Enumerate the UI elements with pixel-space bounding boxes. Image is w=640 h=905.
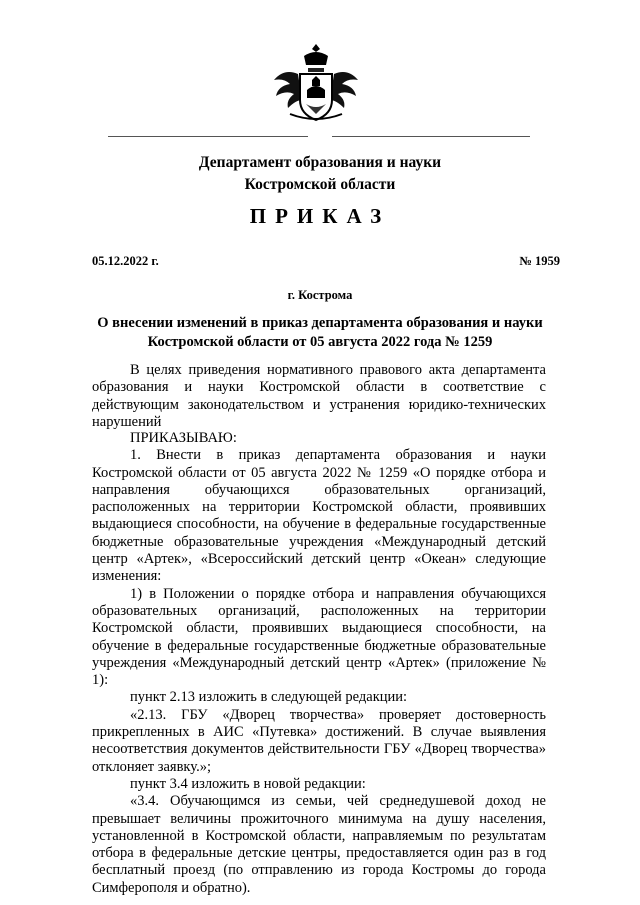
item-1-1: 1) в Положении о порядке отбора и направления обучающихся образовательных организаций, расположенных на территории Костромской области, проявивших выдающиеся способности, на обучение в федеральные государственные бюджетные образовательные учреждения «Международный детский центр «Артек» (приложение № 1): [92,585,546,689]
department-name-line1: Департамент образования и науки [198,154,442,171]
header-divider-left [108,136,308,137]
header-divider-right [332,136,530,137]
point-2-13-text: «2.13. ГБУ «Дворец творчества» проверяет достоверность прикрепленных в АИС «Путевка» достижений. В случае выявления несоответствия документов действительности ГБУ «Дворец творчества» отклоняет заявку.»; [92,706,546,775]
point-3-4-intro: пункт 3.4 изложить в новой редакции: [130,775,366,792]
coat-of-arms-emblem [270,42,362,126]
order-word: ПРИКАЗЫВАЮ: [130,430,237,446]
order-body [92,430,546,897]
department-name-line2: Костромской области [244,176,396,193]
preamble-text: В целях приведения нормативного правового акта департамента образования и науки Костромской области в соответствие с действующим законодательством и устранения юридико-технических нарушений [92,362,546,430]
order-date: 05.12.2022 г. [92,254,159,268]
item-1: 1. Внести в приказ департамента образования и науки Костромской области от 05 августа 2022 № 1259 «О порядке отбора и направления обучающихся образовательных организаций, расположенных на территории Костромской области, проявивших выдающиеся способности, на обучение в федеральные государственные бюджетные образовательные учреждения «Международный детский центр «Артек», «Всероссийский детский центр «Океан» следующие изменения: [92,447,546,585]
point-2-13-intro: пункт 2.13 изложить в следующей редакции: [130,689,408,706]
order-number: № 1959 [519,254,560,268]
document-type-title: ПРИКАЗ [249,204,391,228]
preamble-paragraph [92,362,546,431]
city-name: г. Кострома [287,288,353,302]
point-3-4-text: «3.4. Обучающимся из семьи, чей среднедушевой доход не превышает величины прожиточного минимума на душу населения, установленной в Костромской области, направляемым по результатам отбора в федеральные детские центры, предоставляется один раз в год бесплатный проезд (по отправлению из города Костромы до города Симферополя и обратно). [92,793,546,896]
order-subject: О внесении изменений в приказ департамента образования и науки Костромской области от 05 августа 2022 года № 1259 [97,315,543,350]
